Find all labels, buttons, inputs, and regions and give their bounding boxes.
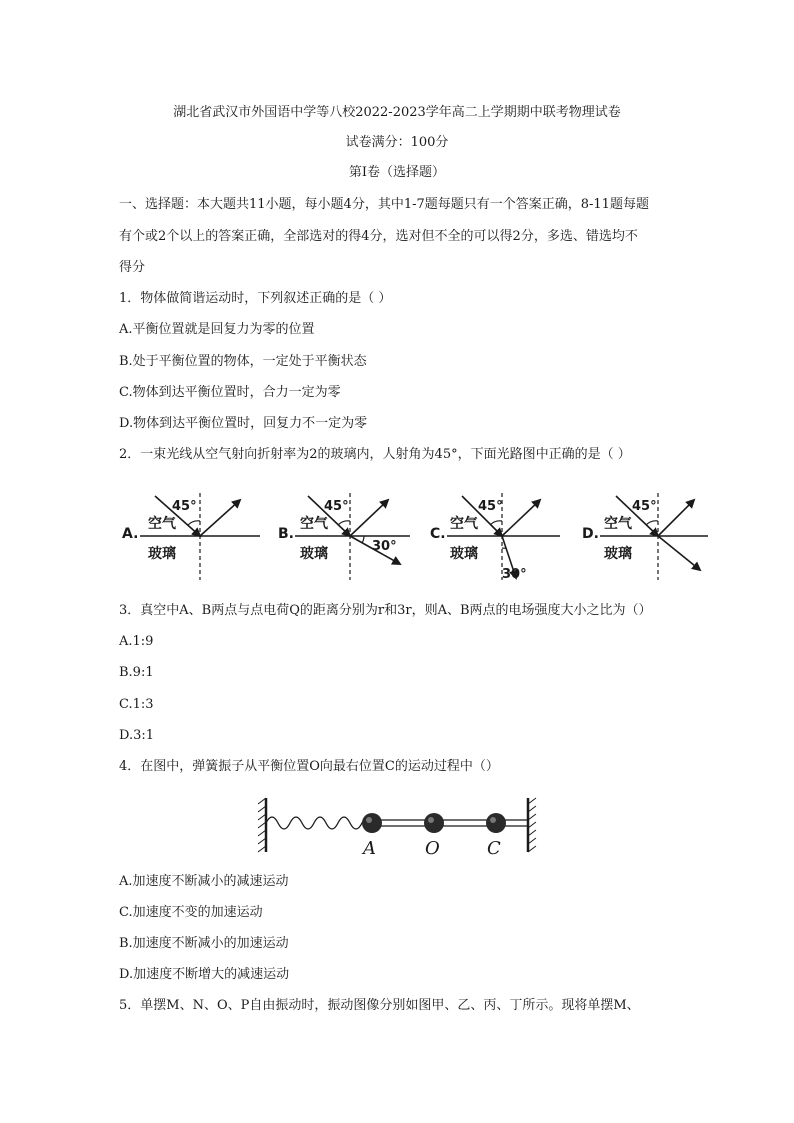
instruction-line-3: 得分 bbox=[119, 260, 146, 275]
q4-option-2: C.加速度不变的加速运动 bbox=[119, 905, 263, 920]
q2-d-air: 空气 bbox=[604, 516, 632, 532]
q2-b-angle-incident: 45° bbox=[324, 499, 349, 514]
q1-stem: 1．物体做简谐运动时，下列叙述正确的是（ ） bbox=[119, 291, 392, 306]
page-title: 湖北省武汉市外国语中学等八校2022-2023学年高二上学期期中联考物理试卷 bbox=[173, 105, 621, 120]
q1-option-d: D.物体到达平衡位置时，回复力不一定为零 bbox=[119, 416, 368, 431]
q2-stem: 2．一束光线从空气射向折射率为2的玻璃内，人射角为45°，下面光路图中正确的是（ ） bbox=[119, 447, 631, 462]
q4-label-c: C bbox=[487, 838, 501, 859]
q3-option-c: C.1:3 bbox=[119, 697, 154, 712]
q2-label-b: B. bbox=[278, 526, 294, 542]
q2-d-angle: 45° bbox=[632, 499, 657, 514]
q3-option-a: A.1:9 bbox=[119, 634, 154, 649]
q4-option-4: D.加速度不断增大的减速运动 bbox=[119, 967, 290, 982]
q4-spring-oscillator-figure bbox=[258, 792, 540, 860]
full-score: 试卷满分：100分 bbox=[345, 135, 449, 150]
q2-diagram-a bbox=[122, 493, 260, 580]
q3-option-d: D.3:1 bbox=[119, 728, 155, 743]
q2-d-glass: 玻璃 bbox=[604, 546, 632, 562]
q1-option-a: A.平衡位置就是回复力为零的位置 bbox=[119, 322, 315, 337]
instruction-line-1: 一、选择题：本大题共11小题，每小题4分，其中1-7题每题只有一个答案正确，8-11题每题 bbox=[119, 197, 649, 212]
q4-option-3: B.加速度不断减小的加速运动 bbox=[119, 936, 289, 951]
q2-label-c: C. bbox=[430, 526, 446, 542]
q2-c-air: 空气 bbox=[450, 516, 478, 532]
q4-stem: 4．在图中，弹簧振子从平衡位置O向最右位置C的运动过程中（） bbox=[119, 759, 499, 774]
q4-label-a: A bbox=[363, 838, 376, 859]
q4-option-1: A.加速度不断减小的减速运动 bbox=[119, 874, 289, 889]
q2-label-a: A. bbox=[122, 526, 139, 542]
q2-label-d: D. bbox=[582, 526, 599, 542]
q2-c-angle-incident: 45° bbox=[478, 499, 503, 514]
q2-c-glass: 玻璃 bbox=[450, 546, 478, 562]
q3-stem: 3．真空中A、B两点与点电荷Q的距离分别为r和3r，则A、B两点的电场强度大小之比为（） bbox=[119, 603, 652, 618]
q2-diagram-c bbox=[430, 493, 560, 582]
q2-a-angle: 45° bbox=[172, 499, 197, 514]
q4-label-o: O bbox=[425, 838, 440, 859]
q1-option-c: C.物体到达平衡位置时，合力一定为零 bbox=[119, 385, 341, 400]
q2-b-air: 空气 bbox=[300, 516, 328, 532]
q2-diagram-d bbox=[582, 493, 708, 580]
q2-c-angle-refract: 30° bbox=[502, 567, 527, 582]
q2-b-angle-refract: 30° bbox=[372, 539, 397, 554]
q2-b-glass: 玻璃 bbox=[300, 546, 328, 562]
instruction-line-2: 有个或2个以上的答案正确，全部选对的得4分，选对但不全的可以得2分，多选、错选均不 bbox=[119, 229, 638, 244]
section-title: 第Ⅰ卷（选择题） bbox=[348, 165, 446, 180]
q5-stem: 5．单摆M、N、O、P自由振动时，振动图像分别如图甲、乙、丙、丁所示。现将单摆M、 bbox=[119, 998, 640, 1013]
q2-diagram-b bbox=[278, 493, 410, 580]
q2-light-path-figure bbox=[110, 488, 710, 583]
q2-a-air: 空气 bbox=[148, 516, 176, 532]
q1-option-b: B.处于平衡位置的物体，一定处于平衡状态 bbox=[119, 354, 367, 369]
q3-option-b: B.9:1 bbox=[119, 665, 154, 680]
q2-a-glass: 玻璃 bbox=[148, 546, 176, 562]
